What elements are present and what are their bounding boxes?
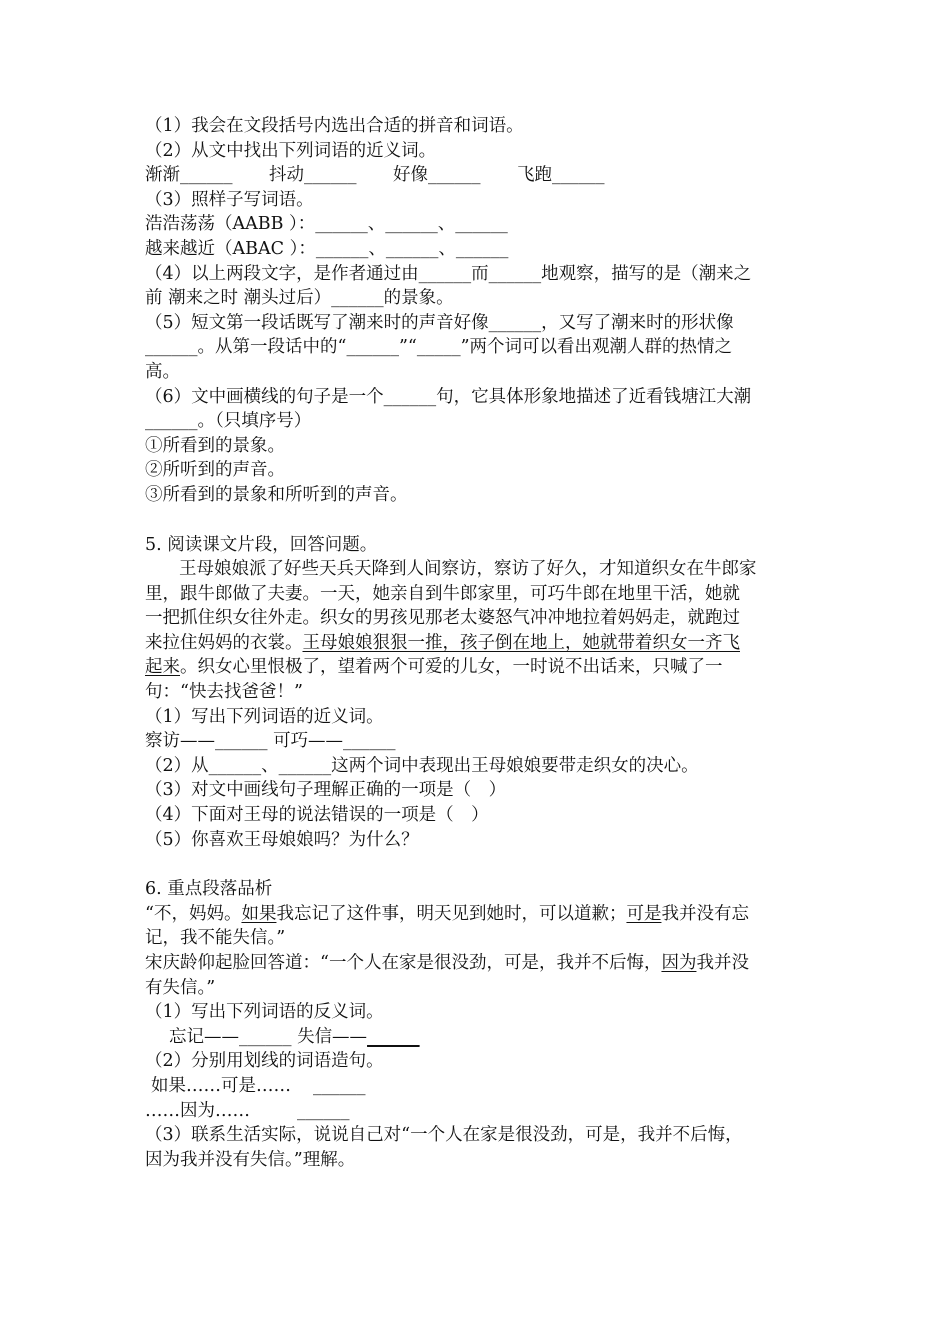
q4-item-5-line-2[interactable]: ______。从第一段话中的“______”“_____”两个词可以看出观潮人群的热情之 (145, 337, 733, 358)
passage-text: 我并没 (696, 953, 749, 973)
q4-item-2: （2）从文中找出下列词语的近义词。 (145, 140, 437, 161)
q4-item-6-line-1[interactable]: （6）文中画横线的句子是一个______句，它具体形象地描述了近看钱塘江大潮 (145, 386, 752, 407)
q6-item-2: （2）分别用划线的词语造句。 (145, 1051, 384, 1072)
antonym-text[interactable]: 忘记——______ 失信—— (169, 1026, 368, 1047)
q6-passage-line-2: 记，我不能失信。” (145, 928, 286, 949)
q4-item-4-line-2[interactable]: 前 潮来之时 潮头过后）______的景象。 (145, 288, 454, 309)
passage-text: 我并没有忘 (661, 903, 749, 924)
underlined-sentence-end: 起来 (145, 657, 180, 678)
passage-text: “不，妈妈。 (145, 903, 242, 924)
q4-aabb-line[interactable]: 浩浩荡荡（AABB ）：______、______、______ (145, 214, 508, 235)
q6-sentence-row-1[interactable] (145, 1074, 810, 1099)
q6-item-3-line-2: 因为我并没有失信。”理解。 (145, 1149, 356, 1170)
underlined-word-ruguo: 如果 (241, 903, 277, 924)
q5-passage-line-4 (145, 631, 810, 656)
q4-item-1: （1）我会在文段括号内选出合适的拼音和词语。 (145, 116, 524, 136)
q6-passage-line-3 (145, 951, 810, 976)
q4-option-3: ③所看到的景象和所听到的声音。 (145, 484, 408, 505)
q4-option-2: ②所听到的声音。 (145, 460, 285, 481)
passage-text: 。织女心里恨极了，望着两个可爱的儿女，一时说不出话来，只喊了一 (180, 657, 723, 678)
q6-item-1: （1）写出下列词语的反义词。 (145, 1002, 384, 1023)
q5-passage-line-6: 句：“快去找爸爸！” (145, 682, 303, 703)
worksheet-content (145, 114, 810, 1172)
synonym-blank-4[interactable]: 飞跑______ (517, 165, 605, 186)
q4-option-1: ①所看到的景象。 (145, 435, 285, 456)
q6-title: 6. 重点段落品析 (145, 879, 273, 900)
synonym-blank-2[interactable]: 抖动______ (269, 165, 357, 186)
q4-abac-line[interactable]: 越来越近（ABAC ）：______、______、______ (145, 238, 509, 259)
q5-title: 5. 阅读课文片段，回答问题。 (145, 534, 378, 555)
q5-passage-line-1: 王母娘娘派了好些天兵天降到人间察访，察访了好久，才知道织女在牛郎家 (179, 559, 757, 580)
q4-item-4-line-1[interactable]: （4）以上两段文字，是作者通过由______而______地观察，描写的是（潮来之 (145, 263, 752, 284)
q5-item-2[interactable]: （2）从______、______这两个词中表现出王母娘娘要带走织女的决心。 (145, 755, 699, 776)
underlined-word-keshi: 可是 (626, 903, 662, 924)
q6-item-3-line-1: （3）联系生活实际，说说自己对“一个人在家是很没劲，可是，我并不后悔， (145, 1125, 743, 1146)
sentence-pattern-1: 如果……可是…… (151, 1075, 291, 1096)
q4-item-6-line-2[interactable]: ______。（只填序号） (145, 411, 312, 432)
q6-sentence-row-2[interactable] (145, 1099, 810, 1124)
passage-text: 我忘记了这件事，明天见到她时，可以道歉； (276, 903, 627, 924)
antonym-blank[interactable]: ______ (367, 1026, 420, 1047)
passage-text: 来拉住妈妈的衣裳。 (145, 632, 303, 653)
q5-item-4[interactable]: （4）下面对王母的说法错误的一项是（ ） (145, 805, 489, 826)
sentence-blank-1[interactable]: ______ (313, 1075, 366, 1096)
q5-item-3[interactable]: （3）对文中画线句子理解正确的一项是（ ） (145, 780, 507, 801)
synonym-blank-1[interactable]: 渐渐______ (145, 165, 233, 186)
sentence-blank-2[interactable]: ______ (297, 1100, 350, 1121)
passage-text: 宋庆龄仰起脸回答道：“一个人在家是很没劲，可是，我并不后悔， (145, 953, 662, 973)
q6-antonym-line[interactable] (145, 1025, 810, 1050)
q4-item-3: （3）照样子写词语。 (145, 189, 314, 210)
q4-item-5-line-3: 高。 (145, 361, 180, 382)
q4-synonym-row (145, 163, 810, 188)
q6-passage-line-4: 有失信。” (145, 977, 216, 998)
underlined-sentence: 王母娘娘狠狠一推，孩子倒在地上，她就带着织女一齐飞 (302, 632, 740, 653)
q5-passage-line-2: 里，跟牛郎做了夫妻。一天，她亲自到牛郎家里，可巧牛郎在地里干活，她就 (145, 583, 740, 604)
underlined-word-yinwei: 因为 (661, 953, 697, 973)
q5-synonym-line[interactable]: 察访——______ 可巧——______ (145, 731, 396, 752)
sentence-pattern-2: ……因为…… (145, 1100, 250, 1121)
q5-passage-line-5 (145, 655, 810, 680)
q4-item-5-line-1[interactable]: （5）短文第一段话既写了潮来时的声音好像______，又写了潮来时的形状像 (145, 312, 734, 333)
synonym-blank-3[interactable]: 好像______ (393, 165, 481, 186)
q5-passage-line-3: 一把抓住织女往外走。织女的男孩见那老太婆怒气冲冲地拉着妈妈走，就跑过 (145, 608, 740, 629)
q6-passage-line-1 (145, 902, 810, 927)
q5-item-5: （5）你喜欢王母娘娘吗？为什么？ (145, 829, 419, 850)
q5-item-1: （1）写出下列词语的近义词。 (145, 706, 384, 727)
